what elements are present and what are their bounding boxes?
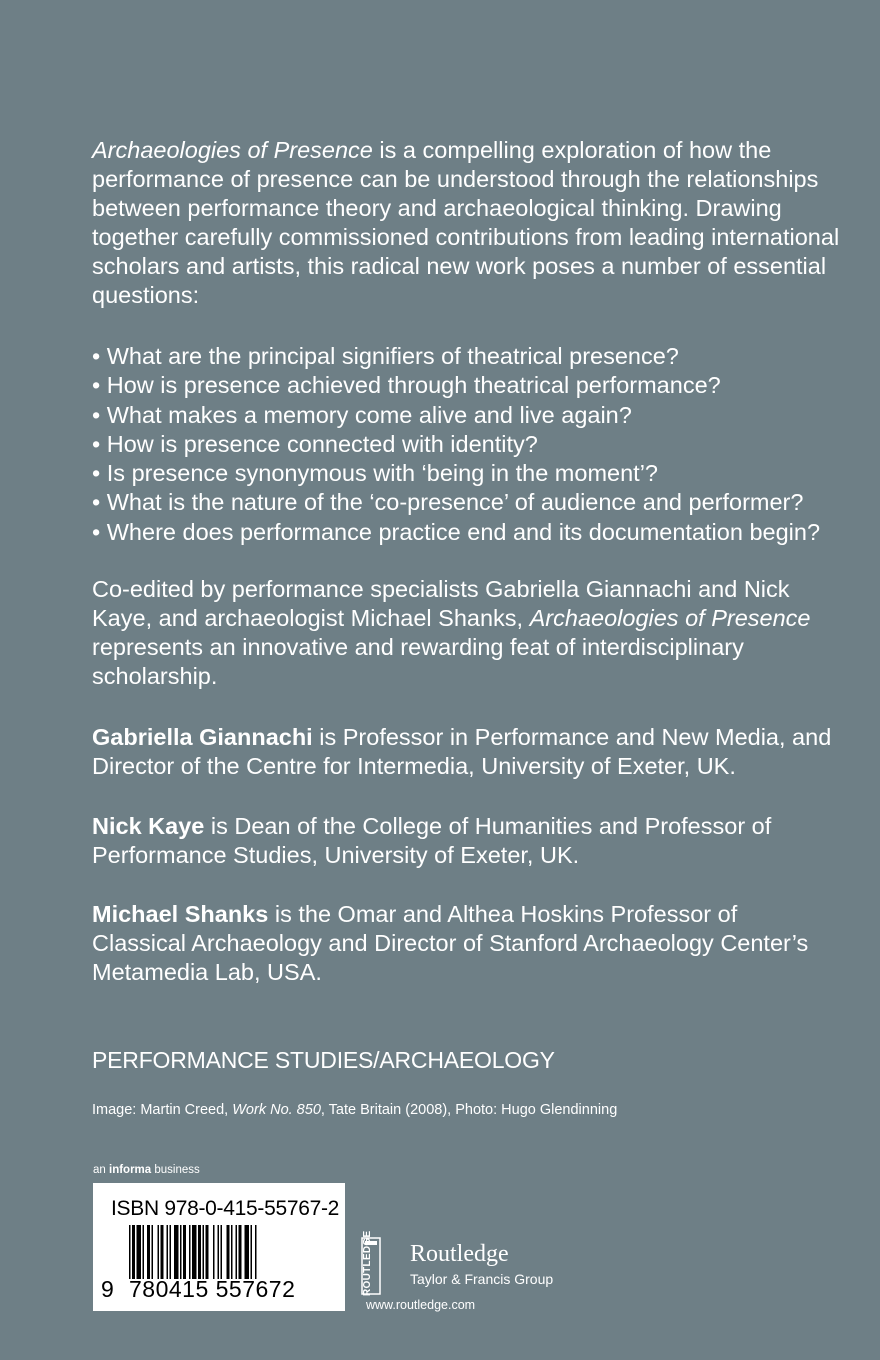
routledge-vertical-label: ROUTLEDGE <box>362 1230 373 1296</box>
question-item: • What makes a memory come alive and live again? <box>92 401 632 428</box>
barcode-digits: 780415 557672 <box>129 1276 296 1302</box>
bio-text: is Professor in Performance and New Media, and Director of the Centre for Intermedia, University of Exeter, UK. <box>92 724 832 779</box>
coedit-after: represents an innovative and rewarding feat of interdisciplinary scholarship. <box>92 634 744 689</box>
coedit-before: Co-edited by performance specialists Gabriella Giannachi and Nick Kaye, and archaeologist Michael Shanks, <box>92 576 790 631</box>
barcode-bars <box>129 1225 313 1279</box>
credit-before: Image: Martin Creed, <box>92 1102 233 1118</box>
isbn-label: ISBN 978-0-415-55767-2 <box>111 1197 340 1220</box>
credit-work-italic: Work No. 850 <box>232 1102 321 1118</box>
question-item: • How is presence achieved through theatrical performance? <box>92 372 721 399</box>
informa-suffix: business <box>151 1164 200 1176</box>
informa-brand: informa <box>109 1164 152 1176</box>
description-text: is a compelling exploration of how the performance of presence can be understood through the relationships between performance theory and archaeological thinking. Drawing together carefully commissioned contributions from leading international scholars and artists, this radical new work poses a number of essential questions: <box>92 137 840 308</box>
publisher-group: Taylor & Francis Group <box>410 1271 554 1287</box>
publisher-url[interactable]: www.routledge.com <box>366 1298 476 1312</box>
book-description <box>92 136 852 310</box>
question-item: • What is the nature of the ‘co-presence’ of audience and performer? <box>92 489 804 516</box>
isbn-barcode <box>93 1183 345 1311</box>
question-item: • Is presence synonymous with ‘being in the moment’? <box>92 460 658 487</box>
subject-category: PERFORMANCE STUDIES/ARCHAEOLOGY <box>92 1047 555 1073</box>
questions-list <box>92 342 862 547</box>
publisher-name: Routledge <box>410 1241 509 1267</box>
bio-text: is the Omar and Althea Hoskins Professor of Classical Archaeology and Director of Stanford Archaeology Center’s Metamedia Lab, USA. <box>92 901 809 985</box>
barcode-first-digit: 9 <box>101 1276 114 1302</box>
bio-kaye <box>92 812 832 870</box>
bio-shanks <box>92 900 832 987</box>
coedited-paragraph <box>92 575 832 691</box>
bio-name: Michael Shanks <box>92 901 269 927</box>
informa-business-label <box>93 1163 200 1177</box>
informa-prefix: an <box>93 1164 109 1176</box>
bio-name: Nick Kaye <box>92 813 205 839</box>
bio-text: is Dean of the College of Humanities and Professor of Performance Studies, University of Exeter, UK. <box>92 813 772 868</box>
bio-giannachi <box>92 723 832 781</box>
question-item: • What are the principal signifiers of theatrical presence? <box>92 343 679 369</box>
image-credit <box>92 1100 617 1120</box>
question-item: • How is presence connected with identity? <box>92 430 538 457</box>
credit-after: , Tate Britain (2008), Photo: Hugo Glendinning <box>320 1102 618 1118</box>
coedit-title-italic: Archaeologies of Presence <box>529 605 811 631</box>
question-item: • Where does performance practice end and its documentation begin? <box>92 518 821 545</box>
book-title-italic: Archaeologies of Presence <box>92 137 373 163</box>
bio-name: Gabriella Giannachi <box>92 724 313 750</box>
